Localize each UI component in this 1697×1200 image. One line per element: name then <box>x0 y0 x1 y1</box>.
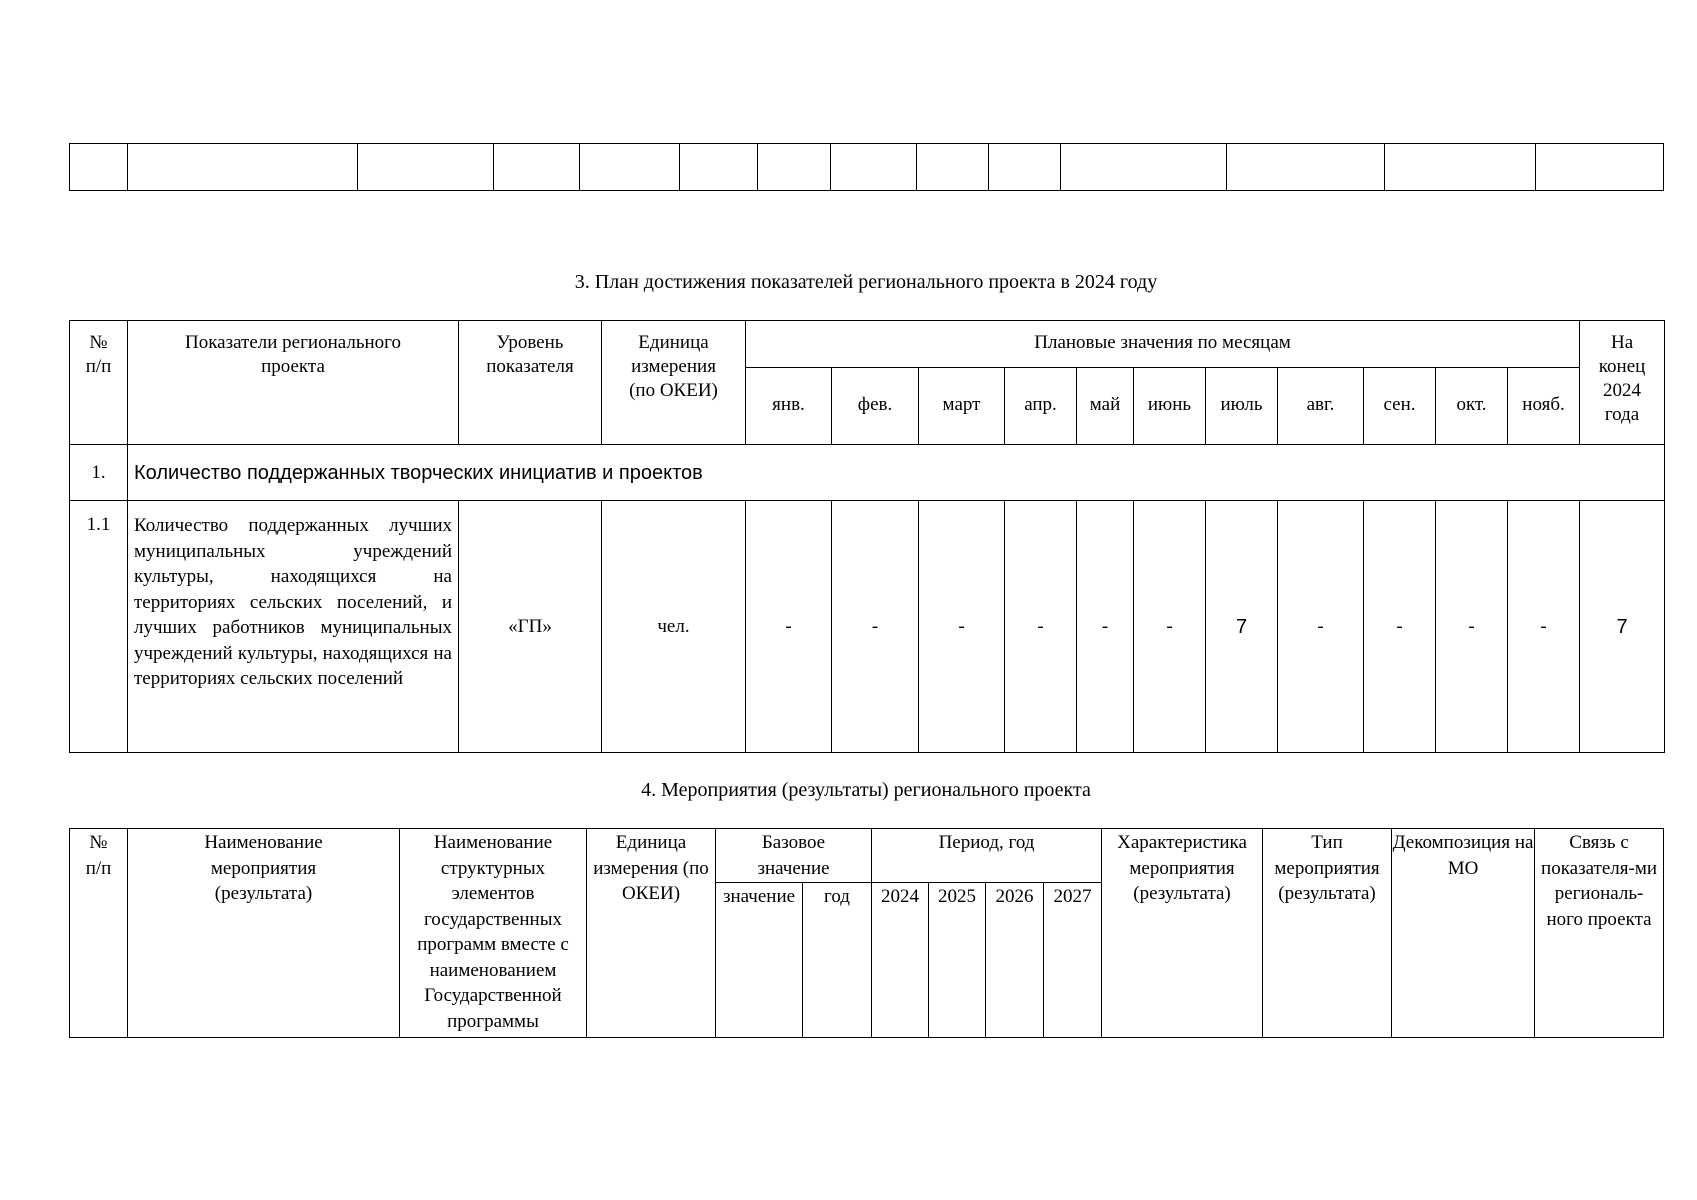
month-jul: июль <box>1206 368 1278 445</box>
month-may: май <box>1077 368 1134 445</box>
empty-cell <box>1227 144 1385 191</box>
indicators-plan-table <box>69 320 1665 753</box>
row-title: Количество поддержанных творческих инициатив и проектов <box>128 445 1665 501</box>
table-row <box>70 445 1665 501</box>
header-characteristic: Характеристика мероприятия (результата) <box>1102 829 1263 1038</box>
header-level: Уровень показателя <box>459 321 602 445</box>
value-end: 7 <box>1580 501 1665 753</box>
value-jan: - <box>746 501 832 753</box>
value-may: - <box>1077 501 1134 753</box>
empty-cell <box>580 144 680 191</box>
header-type: Тип мероприятия (результата) <box>1263 829 1392 1038</box>
section-4-title: 4. Мероприятия (результаты) регионального проекта <box>641 779 1091 801</box>
events-table <box>69 828 1664 1038</box>
empty-cell <box>1536 144 1664 191</box>
header-link: Связь с показателя-ми региональ-ного проекта <box>1535 829 1664 1038</box>
header-elements: Наименование структурных элементов государственных программ вместе с наименованием Государственной программы <box>400 829 587 1038</box>
month-apr: апр. <box>1005 368 1077 445</box>
header-row <box>70 829 1664 883</box>
row-num: 1. <box>70 445 128 501</box>
empty-cell <box>758 144 831 191</box>
header-unit: Единица измерения (по ОКЕИ) <box>602 321 746 445</box>
table-row <box>70 501 1665 753</box>
empty-cell <box>917 144 989 191</box>
empty-cell <box>1061 144 1227 191</box>
month-nov: нояб. <box>1508 368 1580 445</box>
header-period: Период, год <box>872 829 1102 883</box>
header-base-year: год <box>803 883 872 1038</box>
value-jun: - <box>1134 501 1206 753</box>
empty-cell <box>680 144 758 191</box>
section-3-title: 3. План достижения показателей регионального проекта в 2024 году <box>574 271 1158 293</box>
empty-row <box>70 144 1664 191</box>
month-mar: март <box>919 368 1005 445</box>
month-sep: сен. <box>1364 368 1436 445</box>
header-unit: Единица измерения (по ОКЕИ) <box>587 829 716 1038</box>
continuation-table <box>69 143 1664 191</box>
indicator-unit: чел. <box>602 501 746 753</box>
header-base-value: значение <box>716 883 803 1038</box>
month-feb: фев. <box>832 368 919 445</box>
empty-cell <box>831 144 917 191</box>
header-name: Наименование мероприятия (результата) <box>128 829 400 1038</box>
header-base: Базовое значение <box>716 829 872 883</box>
value-apr: - <box>1005 501 1077 753</box>
indicator-level: «ГП» <box>459 501 602 753</box>
month-oct: окт. <box>1436 368 1508 445</box>
empty-cell <box>989 144 1061 191</box>
header-year-2025: 2025 <box>929 883 986 1038</box>
header-plan: Плановые значения по месяцам <box>746 321 1580 368</box>
empty-cell <box>70 144 128 191</box>
value-feb: - <box>832 501 919 753</box>
header-indicator: Показатели регионального проекта <box>128 321 459 445</box>
header-year-2024: 2024 <box>872 883 929 1038</box>
value-sep: - <box>1364 501 1436 753</box>
empty-cell <box>1385 144 1536 191</box>
header-year-2026: 2026 <box>986 883 1044 1038</box>
value-aug: - <box>1278 501 1364 753</box>
header-year-2027: 2027 <box>1044 883 1102 1038</box>
month-aug: авг. <box>1278 368 1364 445</box>
header-end: На конец 2024 года <box>1580 321 1665 445</box>
header-num: № п/п <box>70 829 128 1038</box>
header-decomposition: Декомпозиция на МО <box>1392 829 1535 1038</box>
header-num: № п/п <box>70 321 128 445</box>
value-oct: - <box>1436 501 1508 753</box>
empty-cell <box>358 144 494 191</box>
value-mar: - <box>919 501 1005 753</box>
empty-cell <box>128 144 358 191</box>
value-nov: - <box>1508 501 1580 753</box>
row-num: 1.1 <box>70 501 128 753</box>
header-row <box>70 321 1665 368</box>
value-jul: 7 <box>1206 501 1278 753</box>
month-jun: июнь <box>1134 368 1206 445</box>
indicator-name: Количество поддержанных лучших муниципальных учреждений культуры, находящихся на территориях сельских поселений, и лучших работников муниципальных учреждений культуры, находящихся на территориях сельских поселений <box>128 501 459 753</box>
empty-cell <box>494 144 580 191</box>
month-jan: янв. <box>746 368 832 445</box>
